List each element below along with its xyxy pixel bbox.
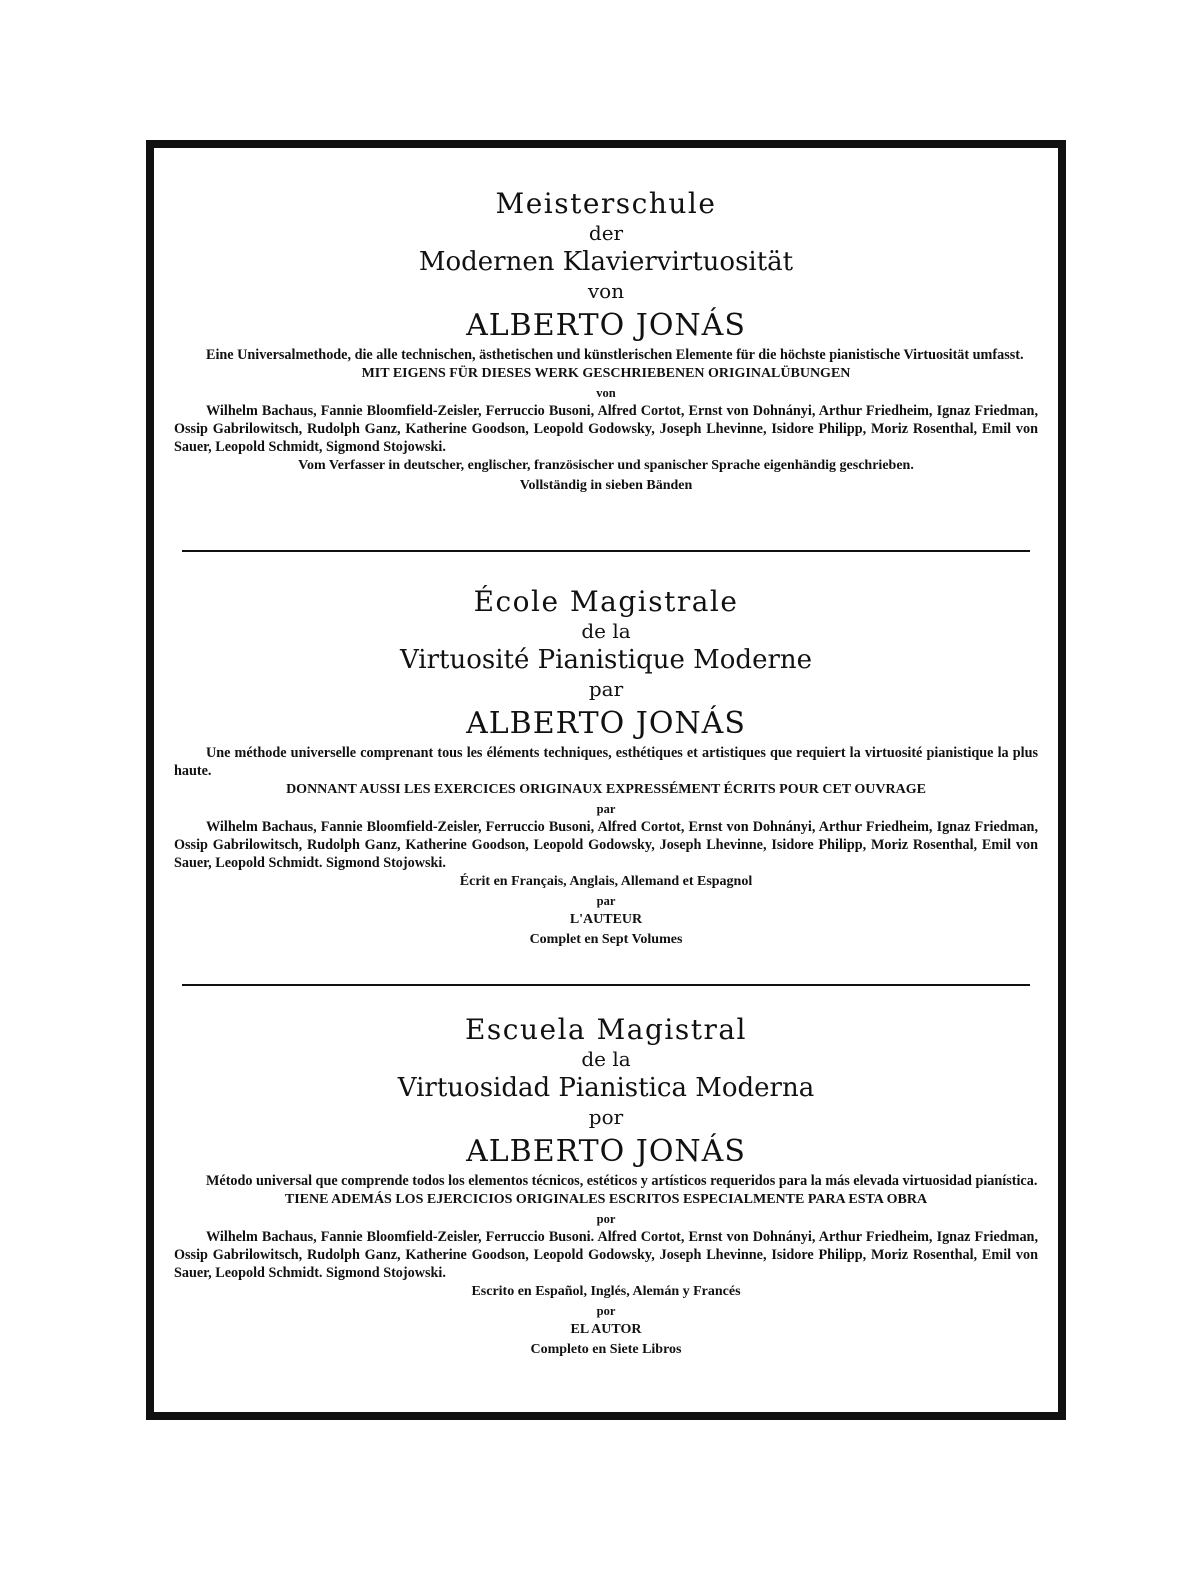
section-divider-1: [182, 550, 1030, 552]
german-volumes: Vollständig in sieben Bänden: [519, 478, 693, 493]
spanish-volumes: Completo en Siete Libros: [530, 1342, 682, 1357]
spanish-languages: Escrito en Español, Inglés, Alemán y Francés: [471, 1284, 741, 1299]
spanish-por2: por: [596, 1212, 616, 1226]
french-de-la: de la: [581, 619, 631, 643]
german-der: der: [588, 221, 624, 245]
decorative-border: [146, 140, 1066, 1420]
french-contributors: Wilhelm Bachaus, Fannie Bloomfield-Zeisler, Ferruccio Busoni, Alfred Cortot, Ernst von Dohnányi, Arthur Friedheim, Ignaz Friedman, Ossip Gabrilowitsch, Rudolph Ganz, Katherine Goodson, Leopold Godowsky, Joseph Lhevinne, Isidore Philipp, Moriz Rosenthal, Emil von Sauer, Leopold Schmidt. Sigmond Stojowski.: [174, 819, 1038, 871]
german-description: Eine Universalmethode, die alle technischen, ästhetischen und künstlerischen Elemente für die höchste pianistische Virtuosität umfasst.: [206, 347, 1024, 363]
spanish-por3: por: [596, 1304, 616, 1318]
spanish-description: Método universal que comprende todos los elementos técnicos, estéticos y artísticos requeridos para la más elevada virtuosidad pianística.: [206, 1173, 1038, 1189]
spanish-section: [174, 1014, 1038, 1360]
french-par: par: [588, 677, 624, 701]
french-par2: par: [596, 802, 616, 816]
spanish-by: EL AUTOR: [570, 1322, 642, 1337]
german-von: von: [587, 279, 625, 303]
spanish-author: ALBERTO JONÁS: [466, 1134, 746, 1169]
french-title: École Magistrale: [473, 585, 739, 618]
spanish-por: por: [588, 1105, 624, 1129]
spanish-de-la: de la: [581, 1047, 631, 1071]
french-section: [174, 586, 1038, 950]
german-subtitle: Modernen Klaviervirtuosität: [418, 247, 794, 277]
german-languages: Vom Verfasser in deutscher, englischer, französischer und spanischer Sprache eigenhändig geschrieben.: [298, 458, 914, 473]
german-von2: von: [596, 386, 616, 400]
german-contributors: Wilhelm Bachaus, Fannie Bloomfield-Zeisler, Ferruccio Busoni, Alfred Cortot, Ernst von Dohnányi, Arthur Friedheim, Ignaz Friedman, Ossip Gabrilowitsch, Rudolph Ganz, Katherine Goodson, Leopold Godowsky, Joseph Lhevinne, Isidore Philipp, Moriz Rosenthal, Emil von Sauer, Leopold Schmidt, Sigmond Stojowski.: [174, 403, 1038, 455]
german-title: Meisterschule: [495, 187, 717, 220]
french-languages: Écrit en Français, Anglais, Allemand et Espagnol: [459, 874, 753, 889]
french-subtitle: Virtuosité Pianistique Moderne: [399, 645, 813, 675]
german-caps-line: MIT EIGENS FÜR DIESES WERK GESCHRIEBENEN ORIGINALÜBUNGEN: [361, 366, 851, 381]
spanish-subtitle: Virtuosidad Pianistica Moderna: [397, 1073, 815, 1103]
german-author: ALBERTO JONÁS: [466, 308, 746, 343]
spanish-contributors: Wilhelm Bachaus, Fannie Bloomfield-Zeisler, Ferruccio Busoni. Alfred Cortot, Ernst von Dohnányi, Arthur Friedheim, Ignaz Friedman, Ossip Gabrilowitsch, Rudolph Ganz, Katherine Goodson, Leopold Godowsky, Joseph Lhevinne, Isidore Philipp, Moriz Rosenthal, Emil von Sauer, Leopold Schmidt. Sigmond Stojowski.: [174, 1229, 1038, 1281]
section-divider-2: [182, 984, 1030, 986]
french-by: L'AUTEUR: [569, 912, 643, 927]
german-section: [174, 188, 1038, 496]
french-volumes: Complet en Sept Volumes: [529, 932, 683, 947]
french-caps-line: DONNANT AUSSI LES EXERCICES ORIGINAUX EXPRESSÉMENT ÉCRITS POUR CET OUVRAGE: [286, 782, 926, 797]
spanish-caps-line: TIENE ADEMÁS LOS EJERCICIOS ORIGINALES ESCRITOS ESPECIALMENTE PARA ESTA OBRA: [284, 1192, 928, 1207]
french-description: Une méthode universelle comprenant tous les éléments techniques, esthétiques et artistiques que requiert la virtuosité pianistique la plus haute.: [174, 745, 1038, 779]
spanish-title: Escuela Magistral: [464, 1013, 748, 1046]
french-author: ALBERTO JONÁS: [466, 706, 746, 741]
french-par3: par: [596, 894, 616, 908]
